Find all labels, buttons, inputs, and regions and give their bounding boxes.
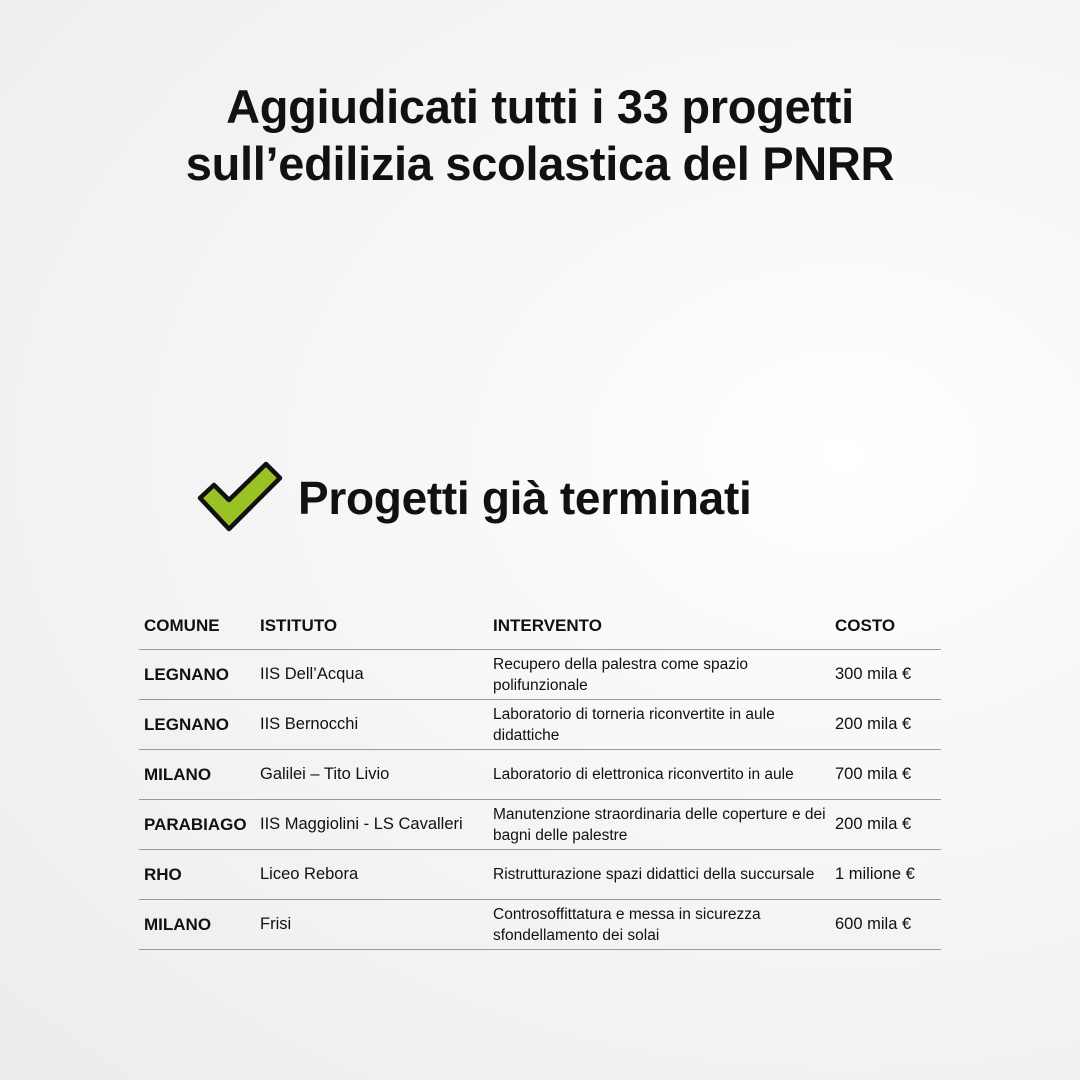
cell-istituto: IIS Bernocchi: [260, 715, 359, 733]
table-row: [139, 800, 941, 850]
table-row: [139, 700, 941, 750]
cell-comune: LEGNANO: [144, 714, 229, 734]
cell-costo: 200 mila €: [835, 815, 912, 833]
cell-intervento: Manutenzione straordinaria delle coperture e dei bagni delle palestre: [493, 805, 826, 844]
section-header: [196, 456, 751, 540]
cell-istituto: Galilei – Tito Livio: [260, 765, 390, 783]
title-line-2: sull’edilizia scolastica del PNRR: [185, 137, 895, 190]
header-comune: COMUNE: [144, 615, 220, 635]
header-costo: COSTO: [835, 615, 896, 635]
check-icon: [196, 460, 284, 536]
table-row: [139, 750, 941, 800]
table-row: [139, 900, 941, 950]
cell-intervento: Controsoffittatura e messa in sicurezza sfondellamento dei solai: [493, 905, 761, 944]
page-title: [0, 78, 1080, 192]
title-line-1: Aggiudicati tutti i 33 progetti: [226, 80, 854, 133]
cell-comune: MILANO: [144, 914, 212, 934]
cell-istituto: IIS Dell’Acqua: [260, 665, 364, 683]
cell-costo: 1 milione €: [835, 865, 915, 883]
table-row: [139, 850, 941, 900]
header-istituto: ISTITUTO: [260, 615, 338, 635]
cell-comune: RHO: [144, 864, 182, 884]
cell-istituto: IIS Maggiolini - LS Cavalleri: [260, 815, 463, 833]
cell-costo: 600 mila €: [835, 915, 912, 933]
cell-comune: MILANO: [144, 764, 212, 784]
table-header-row: [139, 600, 941, 650]
cell-istituto: Frisi: [260, 915, 292, 933]
cell-intervento: Ristrutturazione spazi didattici della succursale: [493, 866, 815, 883]
cell-istituto: Liceo Rebora: [260, 865, 359, 883]
cell-comune: LEGNANO: [144, 664, 229, 684]
cell-costo: 700 mila €: [835, 765, 912, 783]
cell-costo: 300 mila €: [835, 665, 912, 683]
table-row: [139, 650, 941, 700]
projects-table: [139, 600, 941, 950]
cell-comune: PARABIAGO: [144, 814, 247, 834]
cell-intervento: Laboratorio di elettronica riconvertito in aule: [493, 766, 794, 783]
cell-costo: 200 mila €: [835, 715, 912, 733]
section-title: Progetti già terminati: [298, 472, 752, 524]
cell-intervento: Laboratorio di torneria riconvertite in aule didattiche: [493, 705, 775, 744]
header-intervento: INTERVENTO: [493, 615, 602, 635]
cell-intervento: Recupero della palestra come spazio polifunzionale: [493, 655, 749, 694]
